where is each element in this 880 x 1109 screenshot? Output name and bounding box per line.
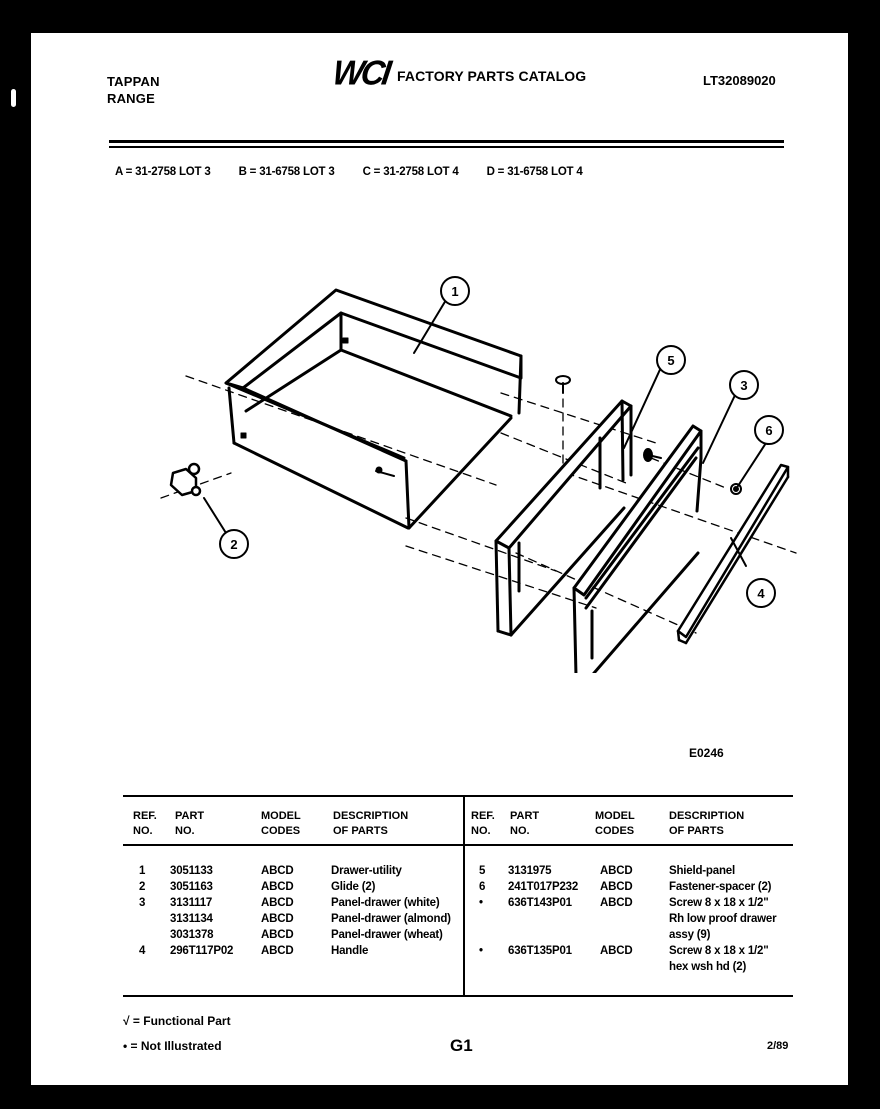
header-part-right: PART NO. (510, 810, 540, 837)
brand-line-1: TAPPAN (107, 74, 160, 89)
header-divider-thin (109, 146, 784, 148)
left-part-column (170, 863, 233, 959)
functional-part-note: √ = Functional Part (123, 1014, 231, 1028)
right-part-column (508, 863, 578, 959)
catalog-title: FACTORY PARTS CATALOG (397, 68, 587, 84)
glide-part (171, 464, 200, 495)
model-codes-line (115, 166, 583, 178)
figure-id: E0246 (689, 746, 724, 760)
catalog-page (31, 33, 848, 1085)
model-code-a: A = 31-2758 LOT 3 (115, 166, 211, 178)
table-row: 3051163 (170, 881, 213, 893)
table-row: 3131975 (508, 865, 552, 877)
model-code-b: B = 31-6758 LOT 3 (238, 166, 335, 178)
table-top-rule (123, 795, 793, 797)
document-id: LT32089020 (703, 73, 776, 88)
callout-6: 6 (765, 423, 773, 438)
table-row: 296T117P02 (170, 945, 234, 957)
table-bottom-rule (123, 995, 793, 997)
callout-3: 3 (740, 378, 748, 393)
left-model-column: ABCD ABCD ABCD ABCD ABCD ABCD (261, 865, 294, 957)
screw-vertical (556, 376, 570, 393)
not-illustrated-note: • = Not Illustrated (123, 1039, 222, 1053)
header-model-right: MODEL CODES (595, 810, 635, 837)
right-desc-column: Shield-panel Fastener-spacer (2) Screw 8 x 18 x 1/2" Rh low proof drawer assy (9) Screw 8 x 18 x 1/2" hex wsh hd (2) (669, 865, 777, 973)
header-model-left: MODEL CODES (261, 810, 301, 837)
right-ref-column: 5 6 • • (479, 865, 486, 957)
table-row: 3131134 (170, 913, 213, 925)
table-header-rule (123, 844, 793, 846)
header-desc-left: DESCRIPTION OF PARTS (333, 810, 409, 837)
page-number: G1 (450, 1036, 473, 1055)
table-row: 3131117 (170, 897, 213, 909)
left-ref-column: 1 2 3 4 (139, 865, 146, 957)
table-row: 636T135P01 (508, 945, 572, 957)
wci-logo: WCI (330, 53, 391, 92)
catalog-date: 2/89 (767, 1040, 789, 1052)
callout-4: 4 (757, 586, 765, 601)
exploded-parts-diagram (126, 233, 806, 673)
table-row: 3051133 (170, 865, 213, 877)
callout-1: 1 (451, 284, 459, 299)
scan-artifact (11, 89, 16, 107)
right-model-column: ABCD ABCD ABCD ABCD (600, 865, 633, 957)
brand-label (107, 73, 160, 107)
header-ref-left: REF. NO. (133, 810, 157, 837)
table-row: 241T017P232 (508, 881, 579, 893)
table-row: 3031378 (170, 929, 214, 941)
model-code-c: C = 31-2758 LOT 4 (362, 166, 459, 178)
table-row: 636T143P01 (508, 897, 572, 909)
callout-5: 5 (667, 353, 675, 368)
brand-line-2: RANGE (107, 91, 155, 106)
left-desc-column: Drawer-utility Glide (2) Panel-drawer (white) Panel-drawer (almond) Panel-drawer (wheat) Handle (331, 865, 451, 957)
header-desc-right: DESCRIPTION OF PARTS (669, 810, 745, 837)
header-divider (109, 140, 784, 143)
header-ref-right: REF. NO. (471, 810, 495, 837)
drawer-utility-part (226, 290, 521, 528)
shield-panel-part (496, 401, 631, 635)
header-part-left: PART NO. (175, 810, 205, 837)
drawer-panel-part (574, 426, 701, 673)
model-code-d: D = 31-6758 LOT 4 (486, 166, 583, 178)
callout-2: 2 (230, 537, 238, 552)
